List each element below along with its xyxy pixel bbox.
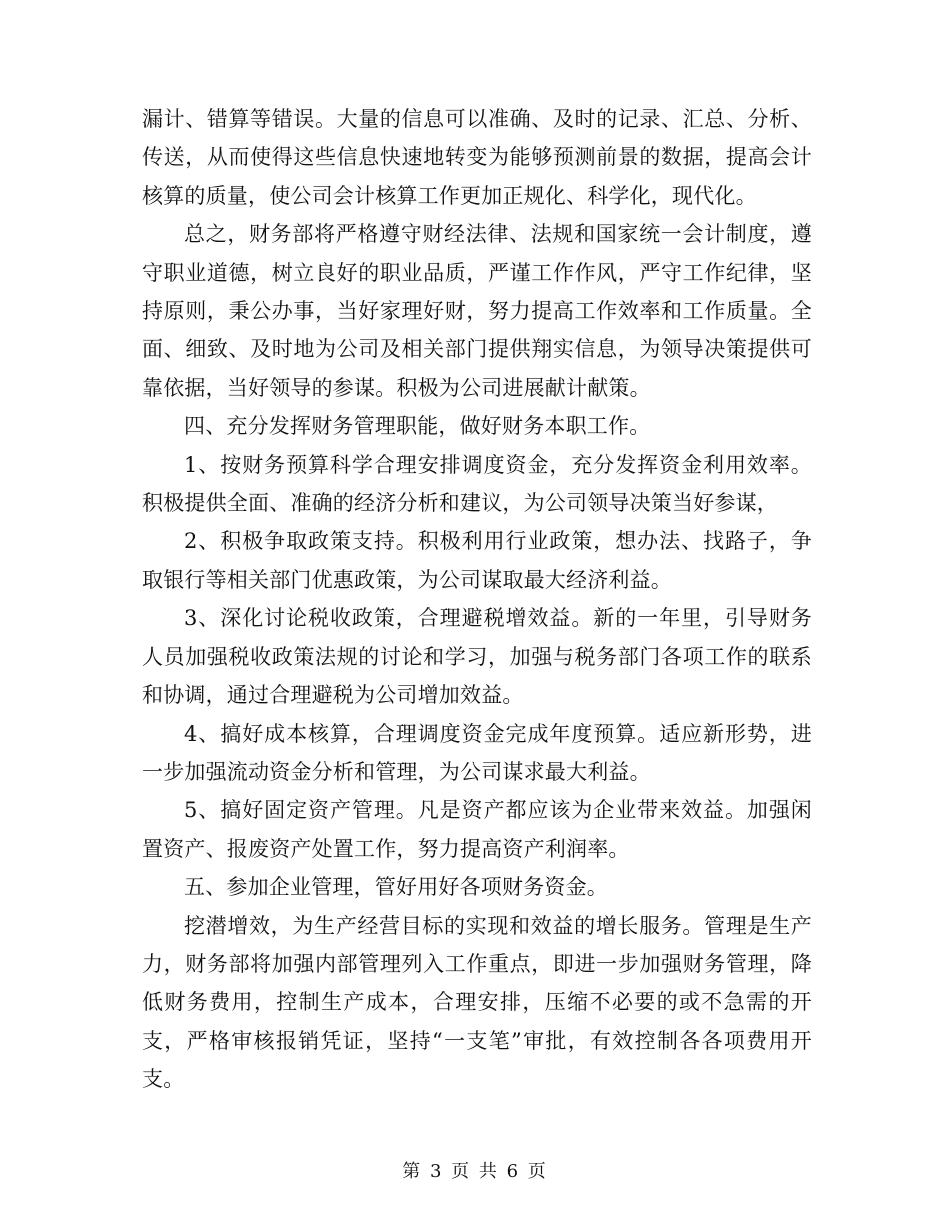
paragraph-continuation: 漏计、错算等错误。大量的信息可以准确、及时的记录、汇总、分析、传送，从而使得这些信息快速地转变为能够预测前景的数据，提高会计核算的质量，使公司会计核算工作更加正规化、科学化，现代化。 bbox=[142, 107, 812, 208]
paragraph-management: 挖潜增效，为生产经营目标的实现和效益的增长服务。管理是生产力，财务部将加强内部管理列入工作重点，即进一步加强财务管理，降低财务费用，控制生产成本，合理安排，压缩不必要的或不急需的开支，严格审核报销凭证，坚持“一支笔”审批，有效控制各各项费用开支。 bbox=[142, 913, 812, 1092]
list-item-3: 3、深化讨论税收政策，合理避税增效益。新的一年里，引导财务人员加强税收政策法规的讨论和学习，加强与税务部门各项工作的联系和协调，通过合理避税为公司增加效益。 bbox=[142, 606, 812, 708]
section-heading-four: 四、充分发挥财务管理职能，做好财务本职工作。 bbox=[184, 414, 651, 439]
document-body bbox=[142, 100, 812, 1099]
list-item-1: 1、按财务预算科学合理安排调度资金，充分发挥资金利用效率。积极提供全面、准确的经济分析和建议，为公司领导决策当好参谋， bbox=[142, 452, 812, 516]
paragraph-summary: 总之，财务部将严格遵守财经法律、法规和国家统一会计制度，遵守职业道德，树立良好的职业品质，严谨工作作风，严守工作纪律，坚持原则，秉公办事，当好家理好财，努力提高工作效率和工作质量。全面、细致、及时地为公司及相关部门提供翔实信息，为领导决策提供可靠依据，当好领导的参谋。积极为公司进展献计献策。 bbox=[142, 222, 812, 400]
section-heading-five: 五、参加企业管理，管好用好各项财务资金。 bbox=[184, 875, 608, 900]
page-number: 第 3 页 共 6 页 bbox=[402, 1161, 548, 1182]
list-item-4: 4、搞好成本核算，合理调度资金完成年度预算。适应新形势，进一步加强流动资金分析和管理，为公司谋求最大利益。 bbox=[142, 721, 812, 784]
list-item-2: 2、积极争取政策支持。积极利用行业政策，想办法、找路子，争取银行等相关部门优惠政策，为公司谋取最大经济利益。 bbox=[142, 529, 812, 592]
list-item-5: 5、搞好固定资产管理。凡是资产都应该为企业带来效益。加强闲置资产、报废资产处置工作，努力提高资产利润率。 bbox=[142, 798, 812, 861]
